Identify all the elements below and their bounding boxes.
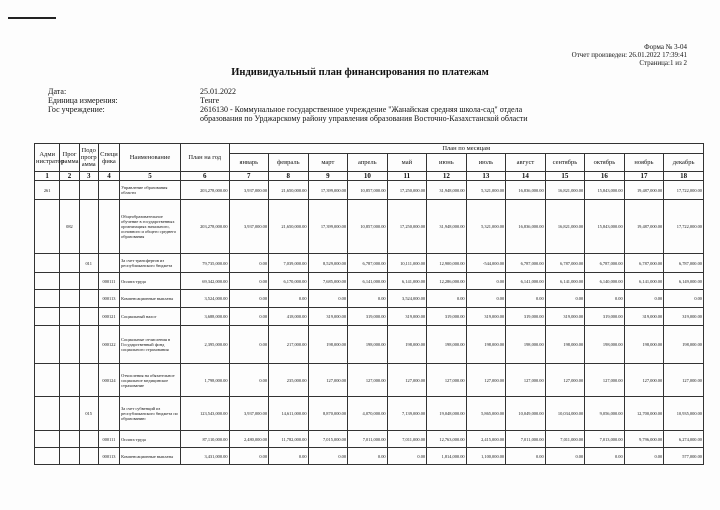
cell-month-value: 7,685,000.00 bbox=[308, 273, 348, 290]
table-row bbox=[35, 431, 704, 448]
cell-name: Социальные отчисления в Государственный фонд социального страхования bbox=[120, 326, 181, 364]
cell-month-value: 0.00 bbox=[229, 254, 269, 273]
cell-month-value: 8,870,000.00 bbox=[308, 397, 348, 431]
cell-month-value: 6,274,000.00 bbox=[664, 431, 704, 448]
cell-month-value: 319,000.00 bbox=[348, 308, 388, 326]
cell-month-value: 7,139,000.00 bbox=[387, 397, 427, 431]
cell-month-value: 7,013,000.00 bbox=[585, 431, 625, 448]
cell-admin bbox=[35, 254, 60, 273]
cell-month-value: 0.00 bbox=[348, 290, 388, 308]
page-number: Страница:1 из 2 bbox=[639, 59, 687, 67]
cell-month-value: 16,836,000.00 bbox=[506, 181, 546, 200]
cell-month-value: 0.00 bbox=[585, 448, 625, 465]
cell-admin bbox=[35, 397, 60, 431]
cell-month-value: 6,787,000.00 bbox=[545, 254, 585, 273]
column-number: 10 bbox=[348, 172, 388, 181]
cell-month-value: 6,149,000.00 bbox=[664, 273, 704, 290]
cell-month-value: 10,034,000.00 bbox=[545, 397, 585, 431]
unit-label: Единица измерения: bbox=[48, 96, 118, 105]
column-number: 7 bbox=[229, 172, 269, 181]
cell-month-value: 31,948,000.00 bbox=[427, 200, 467, 254]
corner-mark bbox=[8, 17, 56, 19]
institution-label: Гос учреждение: bbox=[48, 105, 105, 114]
cell-admin bbox=[35, 308, 60, 326]
cell-month-value: 10,857,000.00 bbox=[348, 181, 388, 200]
cell-month-value: 0.00 bbox=[387, 448, 427, 465]
table-row bbox=[35, 254, 704, 273]
cell-annual-plan: 123,543,000.00 bbox=[180, 397, 229, 431]
header-month: июнь bbox=[427, 154, 467, 172]
cell-month-value: 319,000.00 bbox=[624, 308, 664, 326]
cell-month-value: 19,487,000.00 bbox=[624, 181, 664, 200]
cell-month-value: 6,141,000.00 bbox=[624, 273, 664, 290]
cell-program bbox=[60, 326, 79, 364]
column-number: 15 bbox=[545, 172, 585, 181]
cell-annual-plan: 2,395,000.00 bbox=[180, 326, 229, 364]
table-row bbox=[35, 308, 704, 326]
cell-month-value: 198,000.00 bbox=[545, 326, 585, 364]
column-number: 17 bbox=[624, 172, 664, 181]
cell-month-value: 16,821,000.00 bbox=[545, 181, 585, 200]
cell-subprogram bbox=[79, 431, 98, 448]
cell-admin bbox=[35, 273, 60, 290]
cell-program bbox=[60, 254, 79, 273]
cell-month-value: 319,000.00 bbox=[506, 308, 546, 326]
table-row bbox=[35, 200, 704, 254]
cell-name: Оплата труда bbox=[120, 273, 181, 290]
cell-month-value: 319,000.00 bbox=[427, 308, 467, 326]
cell-month-value: 5,865,000.00 bbox=[466, 397, 506, 431]
cell-month-value: 127,000.00 bbox=[466, 364, 506, 397]
cell-name: Социальный налог bbox=[120, 308, 181, 326]
header-monthly-plan: План по месяцам bbox=[229, 144, 703, 154]
cell-program bbox=[60, 364, 79, 397]
cell-month-value: 0.00 bbox=[427, 290, 467, 308]
table-row bbox=[35, 273, 704, 290]
cell-month-value: 1,814,000.00 bbox=[427, 448, 467, 465]
cell-month-value: 0.00 bbox=[229, 448, 269, 465]
cell-month-value: 198,000.00 bbox=[308, 326, 348, 364]
cell-month-value: 17,250,000.00 bbox=[387, 200, 427, 254]
cell-month-value: 0.00 bbox=[466, 290, 506, 308]
date-value: 25.01.2022 bbox=[200, 87, 236, 96]
cell-program bbox=[60, 181, 79, 200]
cell-month-value: 16,836,000.00 bbox=[506, 200, 546, 254]
cell-month-value: 9,796,000.00 bbox=[624, 431, 664, 448]
cell-month-value: 6,787,000.00 bbox=[348, 254, 388, 273]
cell-month-value: 127,000.00 bbox=[427, 364, 467, 397]
cell-month-value: 10,111,000.00 bbox=[387, 254, 427, 273]
cell-specifics bbox=[98, 254, 119, 273]
cell-specifics bbox=[98, 397, 119, 431]
cell-specifics bbox=[98, 200, 119, 254]
cell-specifics: 000111 bbox=[98, 431, 119, 448]
cell-month-value: 198,000.00 bbox=[624, 326, 664, 364]
cell-month-value: 6,787,000.00 bbox=[506, 254, 546, 273]
column-number: 13 bbox=[466, 172, 506, 181]
header-specifics: Специ фика bbox=[98, 144, 119, 172]
cell-name: Компенсационные выплаты bbox=[120, 448, 181, 465]
cell-month-value: 0.00 bbox=[229, 364, 269, 397]
cell-specifics: 000121 bbox=[98, 308, 119, 326]
cell-specifics: 000111 bbox=[98, 273, 119, 290]
cell-subprogram: 015 bbox=[79, 397, 98, 431]
cell-admin bbox=[35, 326, 60, 364]
cell-annual-plan: 3,524,000.00 bbox=[180, 290, 229, 308]
column-number: 8 bbox=[269, 172, 309, 181]
cell-program bbox=[60, 448, 79, 465]
financing-table bbox=[34, 143, 704, 465]
cell-month-value: 10,049,000.00 bbox=[506, 397, 546, 431]
cell-specifics: 000122 bbox=[98, 326, 119, 364]
cell-name: Управление образования области bbox=[120, 181, 181, 200]
cell-month-value: 127,000.00 bbox=[308, 364, 348, 397]
column-number: 3 bbox=[79, 172, 98, 181]
cell-month-value: 0.00 bbox=[506, 290, 546, 308]
cell-month-value: 5,321,000.00 bbox=[466, 181, 506, 200]
cell-month-value: 198,000.00 bbox=[506, 326, 546, 364]
cell-month-value: 17,722,000.00 bbox=[664, 181, 704, 200]
cell-subprogram bbox=[79, 448, 98, 465]
cell-month-value: 21,650,000.00 bbox=[269, 200, 309, 254]
cell-month-value: 10,857,000.00 bbox=[348, 200, 388, 254]
table-row bbox=[35, 364, 704, 397]
cell-annual-plan: 87,110,000.00 bbox=[180, 431, 229, 448]
cell-month-value: 7,011,000.00 bbox=[545, 431, 585, 448]
header-month: сентябрь bbox=[545, 154, 585, 172]
cell-specifics: 000113 bbox=[98, 448, 119, 465]
cell-month-value: 127,000.00 bbox=[624, 364, 664, 397]
cell-month-value: 0.00 bbox=[269, 290, 309, 308]
cell-month-value: 319,000.00 bbox=[466, 308, 506, 326]
column-number: 18 bbox=[664, 172, 704, 181]
cell-month-value: 1,100,000.00 bbox=[466, 448, 506, 465]
unit-value: Тенге bbox=[200, 96, 220, 105]
form-meta bbox=[572, 43, 687, 67]
cell-month-value: 7,011,000.00 bbox=[348, 431, 388, 448]
header-name: Наименование bbox=[120, 144, 181, 172]
date-label: Дата: bbox=[48, 87, 67, 96]
cell-name: Компенсационные выплаты bbox=[120, 290, 181, 308]
cell-month-value: 6,141,000.00 bbox=[348, 273, 388, 290]
cell-admin bbox=[35, 431, 60, 448]
column-number: 2 bbox=[60, 172, 79, 181]
cell-month-value: 0.00 bbox=[664, 290, 704, 308]
cell-month-value: 6,787,000.00 bbox=[624, 254, 664, 273]
cell-month-value: 127,000.00 bbox=[387, 364, 427, 397]
cell-admin: 261 bbox=[35, 181, 60, 200]
cell-month-value: 127,000.00 bbox=[585, 364, 625, 397]
cell-month-value: 127,000.00 bbox=[664, 364, 704, 397]
cell-name: За счет субвенций из республиканского бюджета по образованию bbox=[120, 397, 181, 431]
cell-month-value: 15,843,000.00 bbox=[585, 200, 625, 254]
column-number: 11 bbox=[387, 172, 427, 181]
cell-month-value: 127,000.00 bbox=[348, 364, 388, 397]
cell-month-value: 12,763,000.00 bbox=[427, 431, 467, 448]
cell-month-value: 6,140,000.00 bbox=[585, 273, 625, 290]
cell-subprogram bbox=[79, 326, 98, 364]
cell-annual-plan: 203,278,000.00 bbox=[180, 181, 229, 200]
header-month: ноябрь bbox=[624, 154, 664, 172]
header-month: январь bbox=[229, 154, 269, 172]
cell-name: Оплата труда bbox=[120, 431, 181, 448]
cell-month-value: 7,039,000.00 bbox=[269, 254, 309, 273]
cell-subprogram: 011 bbox=[79, 254, 98, 273]
cell-month-value: 319,000.00 bbox=[664, 308, 704, 326]
cell-admin bbox=[35, 448, 60, 465]
cell-subprogram bbox=[79, 364, 98, 397]
cell-annual-plan: 79,735,000.00 bbox=[180, 254, 229, 273]
cell-month-value: 11,782,000.00 bbox=[269, 431, 309, 448]
cell-month-value: 319,000.00 bbox=[545, 308, 585, 326]
column-number: 14 bbox=[506, 172, 546, 181]
column-number: 6 bbox=[180, 172, 229, 181]
cell-annual-plan: 3,431,000.00 bbox=[180, 448, 229, 465]
report-generated: Отчет произведен: 26.01.2022 17:39:41 bbox=[571, 51, 687, 59]
cell-month-value: 0.00 bbox=[269, 448, 309, 465]
cell-month-value: 0.00 bbox=[229, 308, 269, 326]
institution-value: 2616130 - Коммунальное государственное учреждение "Жанайская средняя школа-сад" отдела образования по Урджарскому району управления образования Восточно-Казахстанской области bbox=[200, 105, 528, 123]
column-number: 12 bbox=[427, 172, 467, 181]
cell-month-value: 6,170,000.00 bbox=[269, 273, 309, 290]
cell-month-value: 217,000.00 bbox=[269, 326, 309, 364]
column-number: 9 bbox=[308, 172, 348, 181]
cell-month-value: 12,286,000.00 bbox=[427, 273, 467, 290]
cell-month-value: 0.00 bbox=[308, 448, 348, 465]
cell-month-value: 0.00 bbox=[348, 448, 388, 465]
cell-program bbox=[60, 397, 79, 431]
cell-month-value: 21,650,000.00 bbox=[269, 181, 309, 200]
form-number: Форма № 3-04 bbox=[644, 43, 687, 51]
cell-specifics bbox=[98, 181, 119, 200]
cell-month-value: 7,015,000.00 bbox=[308, 431, 348, 448]
cell-specifics: 000113 bbox=[98, 290, 119, 308]
cell-program: 082 bbox=[60, 200, 79, 254]
header-month: апрель bbox=[348, 154, 388, 172]
cell-month-value: 3,937,000.00 bbox=[229, 397, 269, 431]
cell-month-value: 8,529,000.00 bbox=[308, 254, 348, 273]
cell-month-value: 7,011,000.00 bbox=[387, 431, 427, 448]
cell-month-value: 127,000.00 bbox=[545, 364, 585, 397]
table-row bbox=[35, 181, 704, 200]
table-row bbox=[35, 326, 704, 364]
document-title: Индивидуальный план финансирования по платежам bbox=[231, 67, 489, 78]
header-program: Прог рамма bbox=[60, 144, 79, 172]
header-annual-plan: План на год bbox=[180, 144, 229, 172]
header-month: июль bbox=[466, 154, 506, 172]
cell-annual-plan: 203,278,000.00 bbox=[180, 200, 229, 254]
cell-month-value: 7,011,000.00 bbox=[506, 431, 546, 448]
cell-month-value: -544,000.00 bbox=[466, 254, 506, 273]
cell-subprogram bbox=[79, 200, 98, 254]
cell-admin bbox=[35, 200, 60, 254]
cell-month-value: 17,399,000.00 bbox=[308, 200, 348, 254]
cell-month-value: 6,141,000.00 bbox=[506, 273, 546, 290]
cell-month-value: 577,000.00 bbox=[664, 448, 704, 465]
cell-month-value: 19,487,000.00 bbox=[624, 200, 664, 254]
cell-month-value: 2,415,000.00 bbox=[466, 431, 506, 448]
cell-program bbox=[60, 308, 79, 326]
cell-month-value: 0.00 bbox=[624, 290, 664, 308]
cell-month-value: 198,000.00 bbox=[348, 326, 388, 364]
cell-month-value: 17,399,000.00 bbox=[308, 181, 348, 200]
header-month: август bbox=[506, 154, 546, 172]
cell-month-value: 198,000.00 bbox=[466, 326, 506, 364]
cell-month-value: 127,000.00 bbox=[506, 364, 546, 397]
cell-month-value: 31,948,000.00 bbox=[427, 181, 467, 200]
cell-month-value: 418,000.00 bbox=[269, 308, 309, 326]
header-subprogram: Подо прогр амма bbox=[79, 144, 98, 172]
cell-admin bbox=[35, 364, 60, 397]
cell-month-value: 6,787,000.00 bbox=[585, 254, 625, 273]
cell-month-value: 15,843,000.00 bbox=[585, 181, 625, 200]
cell-month-value: 6,141,000.00 bbox=[545, 273, 585, 290]
cell-annual-plan: 1,798,000.00 bbox=[180, 364, 229, 397]
column-number: 16 bbox=[585, 172, 625, 181]
cell-month-value: 3,937,000.00 bbox=[229, 200, 269, 254]
cell-month-value: 17,250,000.00 bbox=[387, 181, 427, 200]
cell-name: Отчисления на обязательное социальное медицинское страхование bbox=[120, 364, 181, 397]
cell-month-value: 0.00 bbox=[466, 273, 506, 290]
cell-month-value: 6,141,000.00 bbox=[387, 273, 427, 290]
cell-month-value: 3,524,000.00 bbox=[387, 290, 427, 308]
header-admin: Адми нистратор bbox=[35, 144, 60, 172]
header-month: октябрь bbox=[585, 154, 625, 172]
cell-month-value: 6,787,000.00 bbox=[664, 254, 704, 273]
cell-subprogram bbox=[79, 290, 98, 308]
cell-month-value: 235,000.00 bbox=[269, 364, 309, 397]
column-number: 1 bbox=[35, 172, 60, 181]
cell-name: За счет трансфертов из республиканского бюджета bbox=[120, 254, 181, 273]
cell-month-value: 0.00 bbox=[229, 290, 269, 308]
cell-month-value: 319,000.00 bbox=[308, 308, 348, 326]
cell-name: Общеобразовательное обучение в государственных организациях начального, основного и общего среднего образования bbox=[120, 200, 181, 254]
table-row bbox=[35, 448, 704, 465]
cell-month-value: 0.00 bbox=[229, 273, 269, 290]
cell-month-value: 198,000.00 bbox=[427, 326, 467, 364]
cell-month-value: 0.00 bbox=[229, 326, 269, 364]
column-number: 5 bbox=[120, 172, 181, 181]
cell-subprogram bbox=[79, 181, 98, 200]
cell-month-value: 0.00 bbox=[506, 448, 546, 465]
cell-month-value: 0.00 bbox=[624, 448, 664, 465]
cell-month-value: 3,937,000.00 bbox=[229, 181, 269, 200]
cell-month-value: 5,321,000.00 bbox=[466, 200, 506, 254]
cell-month-value: 4,070,000.00 bbox=[348, 397, 388, 431]
cell-month-value: 319,000.00 bbox=[387, 308, 427, 326]
cell-month-value: 19,048,000.00 bbox=[427, 397, 467, 431]
cell-month-value: 2,480,000.00 bbox=[229, 431, 269, 448]
cell-program bbox=[60, 273, 79, 290]
cell-month-value: 0.00 bbox=[585, 290, 625, 308]
cell-month-value: 198,000.00 bbox=[387, 326, 427, 364]
header-month: декабрь bbox=[664, 154, 704, 172]
cell-month-value: 16,821,000.00 bbox=[545, 200, 585, 254]
cell-month-value: 0.00 bbox=[545, 290, 585, 308]
table-row bbox=[35, 397, 704, 431]
cell-month-value: 0.00 bbox=[545, 448, 585, 465]
cell-month-value: 12,900,000.00 bbox=[427, 254, 467, 273]
header-month: февраль bbox=[269, 154, 309, 172]
cell-month-value: 12,700,000.00 bbox=[624, 397, 664, 431]
table-row bbox=[35, 290, 704, 308]
cell-annual-plan: 3,688,000.00 bbox=[180, 308, 229, 326]
cell-program bbox=[60, 290, 79, 308]
cell-month-value: 17,722,000.00 bbox=[664, 200, 704, 254]
cell-month-value: 319,000.00 bbox=[585, 308, 625, 326]
cell-month-value: 198,000.00 bbox=[664, 326, 704, 364]
column-number: 4 bbox=[98, 172, 119, 181]
cell-specifics: 000124 bbox=[98, 364, 119, 397]
cell-month-value: 9,056,000.00 bbox=[585, 397, 625, 431]
cell-program bbox=[60, 431, 79, 448]
header-month: март bbox=[308, 154, 348, 172]
header-month: май bbox=[387, 154, 427, 172]
cell-month-value: 0.00 bbox=[308, 290, 348, 308]
cell-subprogram bbox=[79, 273, 98, 290]
cell-month-value: 10,935,000.00 bbox=[664, 397, 704, 431]
cell-admin bbox=[35, 290, 60, 308]
cell-month-value: 198,000.00 bbox=[585, 326, 625, 364]
cell-annual-plan: 69,342,000.00 bbox=[180, 273, 229, 290]
cell-subprogram bbox=[79, 308, 98, 326]
cell-month-value: 14,611,000.00 bbox=[269, 397, 309, 431]
